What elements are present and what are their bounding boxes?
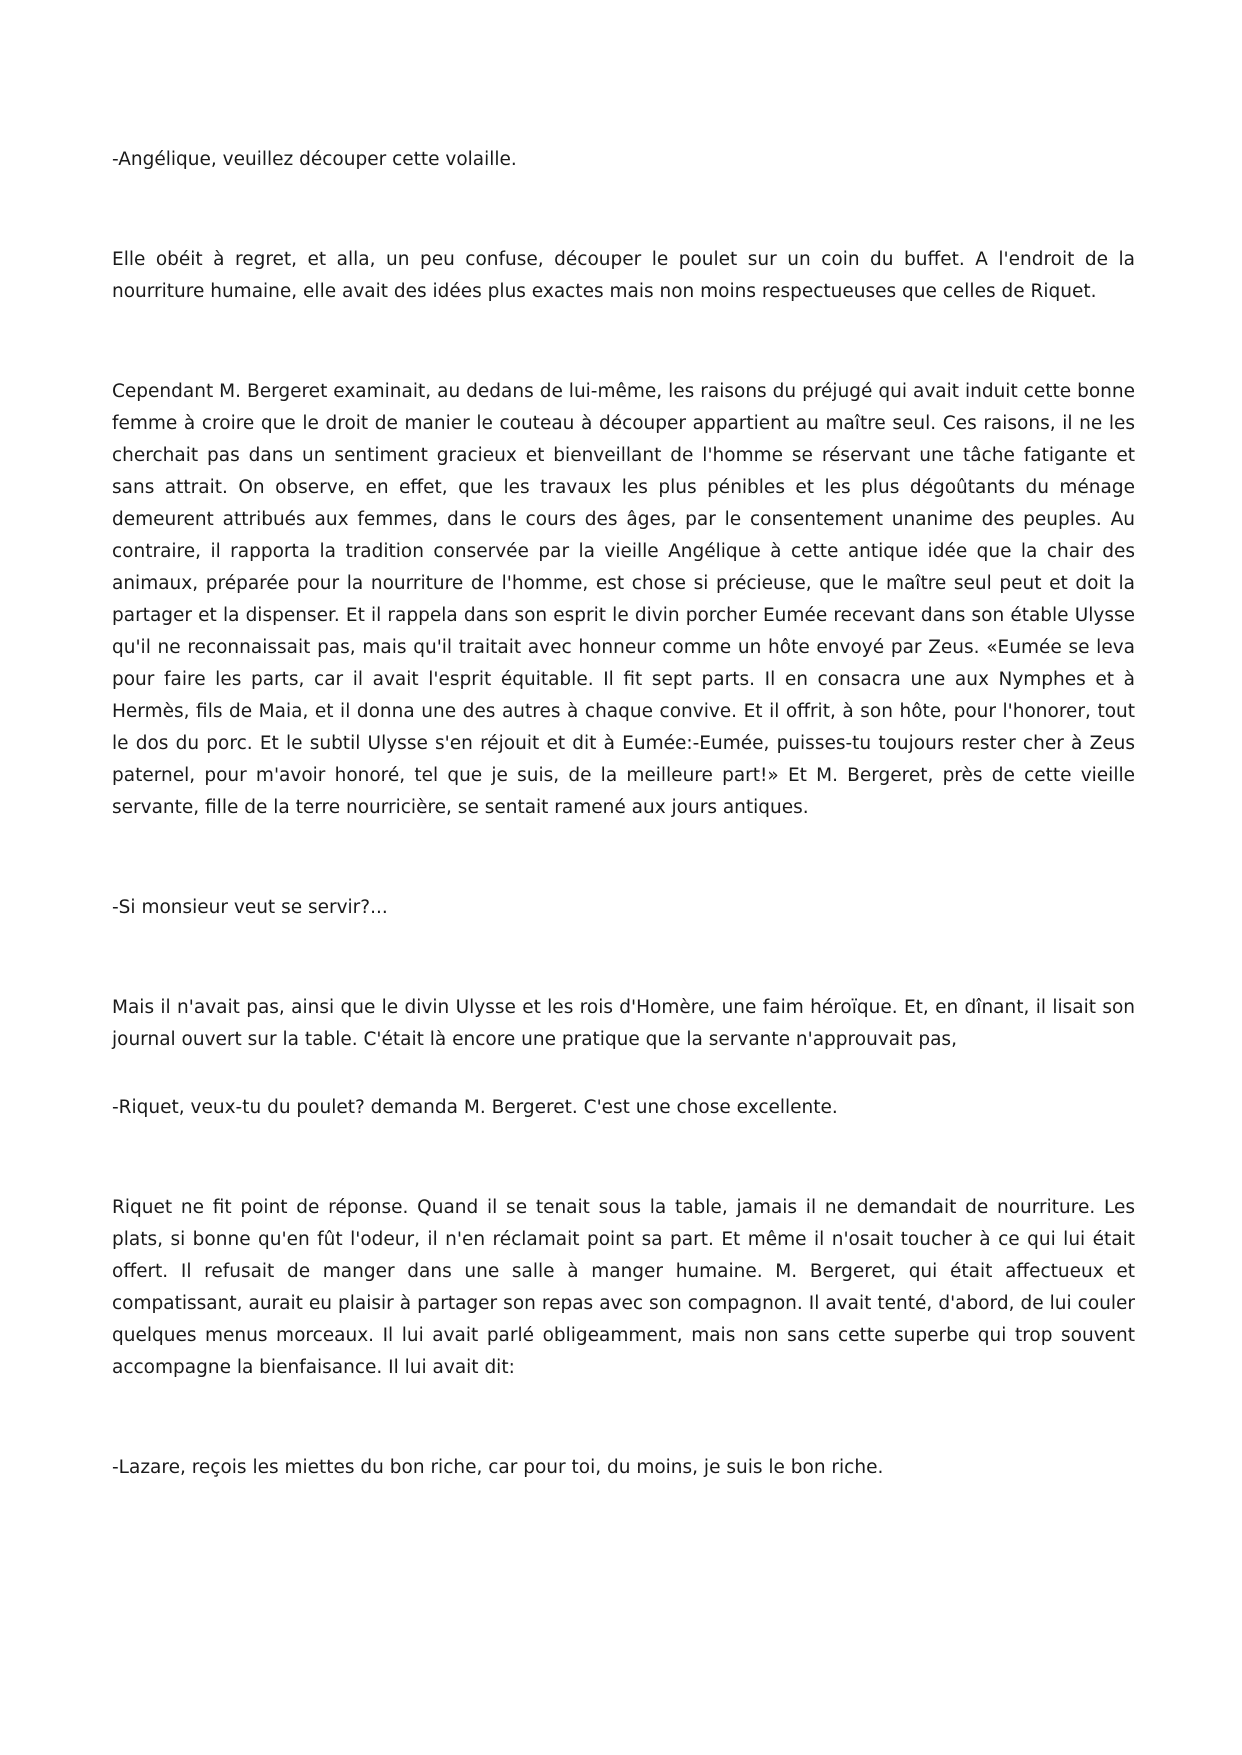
paragraph-dialogue-lazare: -Lazare, reçois les miettes du bon riche, car pour toi, du moins, je suis le bon riche.	[112, 1457, 884, 1478]
paragraph-bergeret-reflection: Cependant M. Bergeret examinait, au dedans de lui-même, les raisons du préjugé qui avait induit cette bonne femme à croire que le droit de manier le couteau à découper appartient au maître seul. Ces raisons, il ne les cherchait pas dans un sentiment gracieux et bienveillant de l'homme se réservant une tâche fatigante et sans attrait. On observe, en effet, que les travaux les plus pénibles et les plus dégoûtants du ménage demeurent attribués aux femmes, dans le cours des âges, par le consentement unanime des peuples. Au contraire, il rapporta la tradition conservée par la vieille Angélique à cette antique idée que la chair des animaux, préparée pour la nourriture de l'homme, est chose si précieuse, que le maître seul peut et doit la partager et la dispenser. Et il rappela dans son esprit le divin porcher Eumée recevant dans son étable Ulysse qu'il ne reconnaissait pas, mais qu'il traitait avec honneur comme un hôte envoyé par Zeus. «Eumée se leva pour faire les parts, car il avait l'esprit équitable. Il fit sept parts. Il en consacra une aux Nymphes et à Hermès, fils de Maia, et il donna une des autres à chaque convive. Et il offrit, à son hôte, pour l'honorer, tout le dos du porc. Et le subtil Ulysse s'en réjouit et dit à Eumée:-Eumée, puisses-tu toujours rester cher à Zeus paternel, pour m'avoir honoré, tel que je suis, de la meilleure part!» Et M. Bergeret, près de cette vieille servante, fille de la terre nourricière, se sentait ramené aux jours antiques.	[112, 381, 1135, 818]
paragraph-ulysse-faim: Mais il n'avait pas, ainsi que le divin Ulysse et les rois d'Homère, une faim héroïque. Et, en dînant, il lisait son journal ouvert sur la table. C'était là encore une pratique que la servante n'approuvait pas,	[112, 997, 1135, 1050]
paragraph-dialogue-servir: -Si monsieur veut se servir?...	[112, 897, 388, 918]
paragraph-dialogue-riquet-poulet: -Riquet, veux-tu du poulet? demanda M. Bergeret. C'est une chose excellente.	[112, 1097, 838, 1118]
document-page	[112, 144, 1135, 1484]
paragraph-angelique-obeys: Elle obéit à regret, et alla, un peu confuse, découper le poulet sur un coin du buffet. A l'endroit de la nourriture humaine, elle avait des idées plus exactes mais non moins respectueuses que celles de Riquet.	[112, 249, 1135, 302]
paragraph-dialogue-angelique: -Angélique, veuillez découper cette volaille.	[112, 149, 517, 170]
paragraph-riquet-silence: Riquet ne fit point de réponse. Quand il se tenait sous la table, jamais il ne demandait de nourriture. Les plats, si bonne qu'en fût l'odeur, il n'en réclamait point sa part. Et même il n'osait toucher à ce qui lui était offert. Il refusait de manger dans une salle à manger humaine. M. Bergeret, qui était affectueux et compatissant, aurait eu plaisir à partager son repas avec son compagnon. Il avait tenté, d'abord, de lui couler quelques menus morceaux. Il lui avait parlé obligeamment, mais non sans cette superbe qui trop souvent accompagne la bienfaisance. Il lui avait dit:	[112, 1197, 1135, 1378]
